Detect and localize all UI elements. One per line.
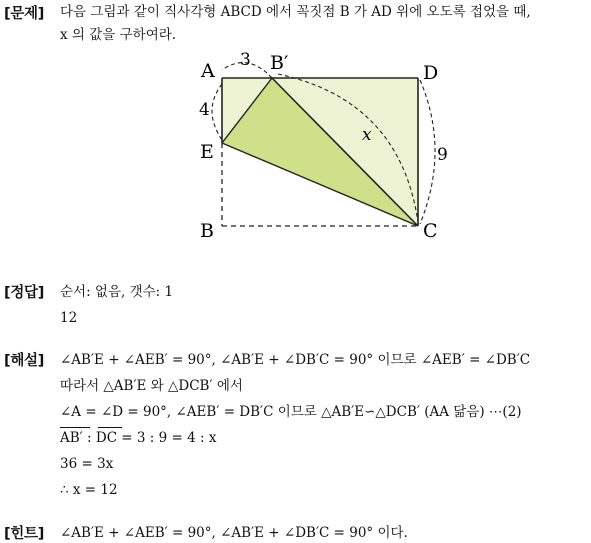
label-E: E: [200, 141, 214, 163]
label-D: D: [423, 62, 439, 84]
explanation-line-2: 따라서 △AB′E 와 △DCB′ 에서: [60, 378, 243, 394]
problem-line-1: 다음 그림과 같이 직사각형 ABCD 에서 꼭짓점 B 가 AD 위에 오도록 접었을 때,: [60, 4, 531, 20]
explanation-line-3: ∠A = ∠D = 90°, ∠AEB′ = DB′C 이므로 △AB′E∽△DCB′ (AA 닮음) ⋯(2): [60, 404, 522, 420]
length-AB-prime: 3: [240, 50, 251, 70]
explanation-line-4: AB′ : DC = 3 : 9 = 4 : x: [60, 430, 217, 446]
label-B-prime: B′: [270, 52, 289, 74]
geometry-figure: [0, 0, 591, 250]
answer-value: 12: [60, 310, 78, 326]
label-B: B: [200, 220, 214, 242]
explanation-line-5: 36 = 3x: [60, 456, 114, 472]
answer-tag: [정답]: [4, 285, 45, 301]
problem-line-2: x 의 값을 구하여라.: [60, 27, 177, 43]
hint-line-1: ∠AB′E + ∠AEB′ = 90°, ∠AB′E + ∠DB′C = 90° 이다.: [60, 525, 408, 541]
length-AE: 4: [199, 100, 210, 120]
explanation-line-1: ∠AB′E + ∠AEB′ = 90°, ∠AB′E + ∠DB′C = 90° 이므로 ∠AEB′ = ∠DB′C: [60, 352, 531, 368]
explanation-line-6: ∴ x = 12: [60, 482, 118, 498]
hint-tag: [힌트]: [4, 526, 45, 542]
problem-tag: [문제]: [4, 6, 45, 22]
explanation-tag: [해설]: [4, 353, 45, 369]
label-A: A: [201, 60, 215, 82]
overline-AB-prime: [60, 427, 90, 428]
label-C: C: [423, 220, 438, 242]
answer-line-1: 순서: 없음, 갯수: 1: [60, 284, 174, 300]
length-DC: 9: [437, 145, 448, 165]
length-x: x: [362, 125, 372, 145]
overline-DC: [98, 427, 122, 428]
